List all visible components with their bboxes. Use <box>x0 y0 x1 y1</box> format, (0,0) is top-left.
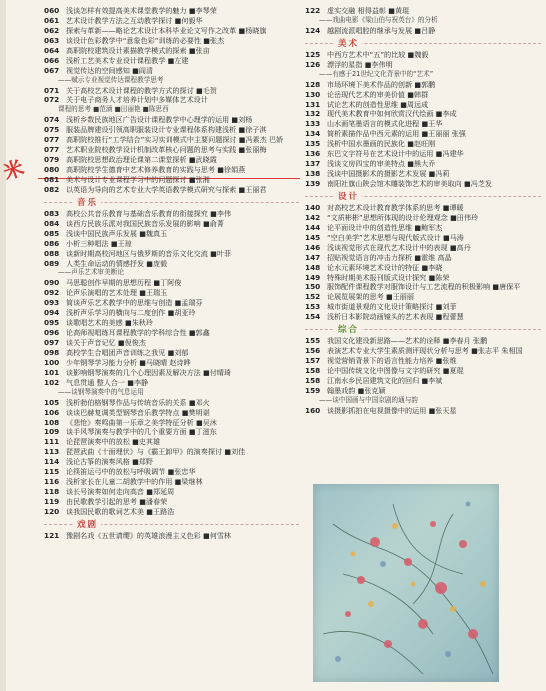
toc-subtitle <box>44 105 299 115</box>
page-number: 102 <box>44 377 60 387</box>
entry-title: 漂浮的星指 ■李伟明 <box>327 59 393 69</box>
toc-entry[interactable] <box>305 213 541 223</box>
entry-title: 高职院校学生德育中艺术修养教育的实践与思考 ■徐娟燕 <box>66 165 246 174</box>
toc-column-right <box>305 6 541 416</box>
page-number: 095 <box>44 318 60 328</box>
toc-entry[interactable] <box>305 243 541 253</box>
entry-title: 小析三种唱法 ■王琼 <box>66 238 132 248</box>
toc-entry[interactable] <box>44 66 299 76</box>
toc-entry[interactable] <box>44 298 299 308</box>
toc-entry[interactable] <box>305 26 541 36</box>
entry-title: 中西方艺术中“五”的比较 ■魏毅 <box>327 49 429 59</box>
page-number: 152 <box>305 292 321 302</box>
page-number: 139 <box>305 179 321 188</box>
entry-title: 翰墨戏韵 ■张克颖 <box>327 385 386 395</box>
page-number: 094 <box>44 308 60 318</box>
entry-title: 谈长号演奏如何走向高音 ■郑延周 <box>66 487 175 497</box>
toc-entry[interactable] <box>305 223 541 233</box>
entry-title: 东巴文字符号在艺术设计中的运用 ■冯建华 <box>327 149 464 159</box>
toc-entry[interactable] <box>44 36 299 46</box>
page-number: 154 <box>305 312 321 322</box>
toc-entry[interactable] <box>44 175 299 185</box>
entry-title: 艺术设计教学方法之互动教学探讨 ■何毅华 <box>66 15 203 25</box>
entry-title: 谈谈巴赫复调类型钢琴音乐教学特点 ■樊明谌 <box>66 407 210 417</box>
entry-title: ——谈中国画与中国京剧的通与韵 <box>319 395 418 404</box>
toc-entry[interactable] <box>44 125 299 135</box>
entry-title: 浅谈中国民族声乐发展 ■魏真玉 <box>66 228 168 238</box>
toc-entry[interactable] <box>44 16 299 26</box>
entry-title: 服饰配件课程教学对服饰设计与工艺流程的积极影响 ■唐保平 <box>327 282 521 292</box>
entry-title: 琵琶武曲《十面埋伏》与《霸王卸甲》的演奏探讨 ■刘佳 <box>66 447 246 457</box>
toc-entry[interactable] <box>44 477 299 487</box>
page-number: 153 <box>305 302 321 312</box>
toc-entry[interactable] <box>44 46 299 56</box>
entry-title: 谈我国民歌的歌词艺术美 ■王路浩 <box>66 506 175 516</box>
section-heading <box>305 189 541 203</box>
entry-title: 越剧流派唱腔的继承与发展 ■吕静 <box>327 25 436 35</box>
page-number: 120 <box>44 506 60 516</box>
toc-entry[interactable] <box>305 346 541 356</box>
page-number: 136 <box>305 149 321 159</box>
page-number: 146 <box>305 242 321 252</box>
toc-entry[interactable] <box>44 408 299 418</box>
page-number: 131 <box>305 99 321 109</box>
red-asterisk-marker: 米 <box>0 155 28 185</box>
toc-entry[interactable] <box>44 358 299 368</box>
toc-entry[interactable] <box>44 318 299 328</box>
toc-entry[interactable] <box>44 487 299 497</box>
entry-title: ——声乐艺术审美断论 <box>58 268 124 277</box>
toc-subtitle <box>44 76 299 86</box>
toc-entry[interactable] <box>44 418 299 428</box>
page-number: 101 <box>44 367 60 377</box>
entry-title: 关于高校艺术设计课程的教学方式的探讨 ■毛贺 <box>66 85 217 95</box>
entry-title: 课程的思考 ■范涵 ■田丽艳 ■陈思西 <box>58 105 169 114</box>
entry-title: 美术与设计专业课程学习中的问题探讨 ■张湘 <box>66 174 210 184</box>
toc-entry[interactable] <box>305 50 541 60</box>
toc-entry[interactable] <box>44 507 299 517</box>
entry-title: 浅谈文房四宝的审美特点 ■熊大乔 <box>327 159 436 169</box>
page-number: 064 <box>44 45 60 55</box>
toc-entry[interactable] <box>44 56 299 66</box>
page-number: 119 <box>44 497 60 506</box>
entry-title: 浅析勃伯格钢琴作品与传统音乐的关系 ■邓火 <box>66 397 210 407</box>
entry-title: 谈摄影抓拍在电视摄像中的运用 ■张天星 <box>327 405 457 415</box>
toc-entry[interactable] <box>305 169 541 179</box>
page-number: 115 <box>44 467 60 477</box>
page-number: 134 <box>305 129 321 139</box>
page-number: 158 <box>305 366 321 375</box>
entry-title: 浅谈中国摄影术的摄影艺术发展 ■冯莉 <box>327 169 450 179</box>
page-number: 160 <box>305 405 321 415</box>
section-heading <box>305 322 541 336</box>
toc-entry[interactable] <box>305 203 541 213</box>
toc-column-left <box>44 6 299 541</box>
entry-title: 关于电子商务人才培养计划中多媒体艺术设计 <box>66 95 208 105</box>
page-number: 092 <box>44 288 60 298</box>
entry-title: 论展览展架的思考 ■王丽丽 <box>327 292 414 302</box>
entry-title: 浅谈视觉形式在现代艺术设计中的表现 ■高丹 <box>327 242 471 252</box>
entry-title: 少年钢琴学习能力分析 ■马晓晴 赵诗晔 <box>66 357 191 367</box>
toc-entry[interactable] <box>305 139 541 149</box>
toc-entry[interactable] <box>305 80 541 90</box>
toc-entry[interactable] <box>44 378 299 388</box>
page-number: 125 <box>305 49 321 59</box>
toc-entry[interactable] <box>305 406 541 416</box>
toc-entry[interactable] <box>305 60 541 70</box>
entry-title: 高校公共音乐教育与基础音乐教育的衔接探究 ■李伟 <box>66 208 232 218</box>
entry-title: 浅析声乐学习的横向与二度创作 ■胡亚玲 <box>66 308 196 318</box>
entry-title: 气息贯通 整人合一 ■李静 <box>66 377 149 387</box>
toc-entry[interactable] <box>44 26 299 36</box>
toc-entry[interactable] <box>44 338 299 348</box>
page-number: 077 <box>44 135 60 145</box>
toc-entry[interactable] <box>305 376 541 386</box>
toc-entry[interactable] <box>44 219 299 229</box>
section-heading <box>44 517 299 531</box>
entry-title: 论高师视唱练耳课程教学的学科综合性 ■郭鑫 <box>66 328 210 338</box>
toc-entry[interactable] <box>44 209 299 219</box>
toc-entry[interactable] <box>305 109 541 119</box>
toc-subtitle <box>305 16 541 26</box>
entry-title: 南阳社旗山陕会馆木雕装饰艺术的审美取向 ■冯芝发 <box>327 179 493 188</box>
page-number: 113 <box>44 447 60 457</box>
entry-title: 城市街道景观的文化设计策略探讨 ■刘菲 <box>327 302 457 312</box>
entry-title: 浅析家长在儿童二胡教学中的作用 ■梁继林 <box>66 477 203 487</box>
entry-title: 《悲怆》奏鸣曲第一乐章之美学特征分析 ■吴沐 <box>66 417 217 427</box>
toc-entry[interactable] <box>305 90 541 100</box>
toc-entry[interactable] <box>305 263 541 273</box>
entry-title: 浅析工艺美术专业设计课程教学 ■左建 <box>66 55 189 65</box>
toc-entry[interactable] <box>44 6 299 16</box>
entry-title: 论水元素环境艺术设计的特征 ■李晓 <box>327 262 443 272</box>
toc-entry[interactable] <box>305 366 541 376</box>
page-number: 061 <box>44 15 60 25</box>
page-number: 084 <box>44 218 60 228</box>
page-number: 098 <box>44 347 60 357</box>
page-number: 114 <box>44 457 60 467</box>
entry-title: 马思聪创作早期的思想历程 ■丁阿俊 <box>66 278 182 288</box>
painting-image <box>313 484 499 682</box>
page-number: 144 <box>305 222 321 232</box>
page-number: 086 <box>44 238 60 248</box>
entry-title: 谈关于声音记忆 ■倪俊杰 <box>66 338 146 347</box>
page-number: 090 <box>44 278 60 288</box>
page-number: 077 <box>44 145 60 155</box>
page-number: 066 <box>44 55 60 65</box>
toc-entry[interactable] <box>305 179 541 189</box>
entry-title: 视觉传达的空间感知 ■阎清 <box>66 65 153 75</box>
toc-entry[interactable] <box>305 356 541 366</box>
page-edge <box>0 0 6 691</box>
toc-subtitle <box>44 268 299 278</box>
toc-entry[interactable] <box>305 119 541 129</box>
entry-title: 浅析日本影院动画镜头的艺术表现 ■程蕾慧 <box>327 312 464 322</box>
section-label: 设计 <box>335 190 362 202</box>
page-number: 116 <box>44 477 60 487</box>
page-number: 060 <box>44 6 60 15</box>
entry-title: 谈设计色彩教学中“意象色彩”训练的必要性 ■张杰 <box>66 35 225 45</box>
section-label: 音乐 <box>74 196 101 208</box>
toc-entry[interactable] <box>44 249 299 259</box>
page-number: 157 <box>305 356 321 366</box>
entry-title: 高职院校推行“工学结合”实习实训模式中主要问题探讨 ■冯素杰 巴娇 <box>66 135 284 145</box>
toc-entry[interactable] <box>44 239 299 249</box>
entry-title: 市场环境下美术作品的创新 ■郭鹏 <box>327 79 436 89</box>
entry-title: 论平面设计中的创造性思维 ■鲍军杰 <box>327 222 443 232</box>
entry-title: ——赋示专业视觉传达课程教学思考 <box>58 75 164 84</box>
entry-title: 服装品牌建设引领高职服装设计专业课程体系构建浅析 ■徐子淇 <box>66 125 267 135</box>
toc-entry[interactable] <box>44 115 299 125</box>
entry-title: 谈手风琴演奏与教学中的几个重要方面 ■丁滋东 <box>66 427 217 437</box>
toc-entry[interactable] <box>44 95 299 105</box>
toc-entry[interactable] <box>305 6 541 16</box>
toc-entry[interactable] <box>305 233 541 243</box>
toc-subtitle <box>44 388 299 398</box>
toc-entry[interactable] <box>44 86 299 96</box>
toc-entry[interactable] <box>44 467 299 477</box>
page-number: 063 <box>44 35 60 45</box>
entry-title: 高校学生合唱团声音训练之我见 ■刘郁 <box>66 347 189 357</box>
entry-title: ——戏曲电影《梁山伯与祝英台》的分析 <box>319 15 438 24</box>
page-number: 071 <box>44 85 60 95</box>
toc-entry[interactable] <box>305 253 541 263</box>
page-number: 097 <box>44 338 60 347</box>
entry-title: 招贴视觉语言的冲击力探析 ■霍维 高晶 <box>327 252 452 262</box>
page-number: 082 <box>44 184 60 194</box>
page-number: 135 <box>305 139 321 149</box>
toc-entry[interactable] <box>44 457 299 467</box>
entry-title: 浅析乡数民族地区广告设计课程教学中心理学的运用 ■刘杨 <box>66 115 253 125</box>
entry-title: 浅谈怎样有效提高美术课堂教学的魅力 ■李琴荣 <box>66 6 217 15</box>
entry-title: 谈新时期高校河地区与俄罗斯的音乐文化交流 ■叶菲 <box>66 248 232 258</box>
entry-title: 谈歌唱艺术的美感 ■朱秋玲 <box>66 318 153 328</box>
entry-title: 以英语为导向的艺术专业大学英语教学模式研究与探索 ■王丽君 <box>66 184 267 194</box>
toc-entry[interactable] <box>44 531 299 541</box>
toc-subtitle <box>305 396 541 406</box>
page-number: 067 <box>44 65 60 75</box>
entry-title: 表演艺术专业大学生素质测评现状分析与思考 ■张志平 朱相国 <box>327 346 523 356</box>
entry-title: 简谈声乐艺术教学中的思维与创造 ■孟瑞芬 <box>66 298 203 308</box>
toc-entry[interactable] <box>305 100 541 110</box>
page-number: 145 <box>305 232 321 242</box>
page-number: 111 <box>44 437 60 447</box>
entry-title: 试论艺术的创造性思维 ■周远成 <box>327 99 429 109</box>
entry-title: 论岳现代艺术的审美价值 ■韩群 <box>327 89 429 99</box>
page-number: 132 <box>305 109 321 119</box>
section-label: 综合 <box>335 323 362 335</box>
toc-entry[interactable] <box>44 398 299 408</box>
toc-entry[interactable] <box>44 348 299 358</box>
page-number: 088 <box>44 248 60 258</box>
entry-title: 由民歌教学引起的思考 ■潘春荣 <box>66 497 168 506</box>
toc-entry[interactable] <box>305 386 541 396</box>
entry-title: ——有感于21世纪文化背景中的“艺术” <box>319 69 434 78</box>
entry-title: 论筷笛运弓中的放松与呼吸调节 ■张忠华 <box>66 467 196 477</box>
toc-entry[interactable] <box>44 328 299 338</box>
page-number: 118 <box>44 487 60 497</box>
page-number: 081 <box>44 174 60 184</box>
toc-entry[interactable] <box>305 149 541 159</box>
page-number: 150 <box>305 282 321 292</box>
page-number: 156 <box>305 346 321 356</box>
entry-title: 对高校艺术设计教育教学体系的思考 ■谭暖 <box>327 202 464 212</box>
entry-title: 视觉营销背景下的语言性能力培养 ■张维 <box>327 356 457 366</box>
page-number: 080 <box>44 165 60 174</box>
entry-title: “空白美学”艺术思想与现代版式设计 ■马涛 <box>327 232 464 242</box>
page-number: 126 <box>305 59 321 69</box>
page-number: 140 <box>305 202 321 212</box>
page-number: 142 <box>305 212 321 222</box>
toc-entry[interactable] <box>44 368 299 378</box>
entry-title: 论声乐演唱的艺术处理 ■王瑞玉 <box>66 288 168 298</box>
toc-entry[interactable] <box>305 159 541 169</box>
entry-title: 高职院校建筑设计素描教学模式的探索 ■张亩 <box>66 45 210 55</box>
page-number: 079 <box>44 155 60 165</box>
toc-entry[interactable] <box>44 278 299 288</box>
entry-title: 艺术职业院校教学设计机制改革核心问题的思考与实践 ■张丽梅 <box>66 145 267 155</box>
page-number: 062 <box>44 25 60 35</box>
toc-entry[interactable] <box>44 165 299 175</box>
entry-title: 豫剧名戏《五世请缨》的英雄浪漫主义色彩 ■何雪林 <box>66 530 232 540</box>
entry-title: ——谈钢琴演奏中的气息运用 <box>58 387 144 396</box>
entry-title: 虚实交融 相得益彰 ■黄琨 <box>327 6 410 15</box>
entry-title: 浅论古筝的演奏风格 ■郑野 <box>66 457 153 467</box>
page-number: 122 <box>305 6 321 15</box>
toc-entry[interactable] <box>305 273 541 283</box>
page-number: 147 <box>305 252 321 262</box>
toc-entry[interactable] <box>305 336 541 346</box>
entry-title: 我国文化建设新思路——艺术的诠释 ■李春月 张鹏 <box>327 336 488 346</box>
page-number: 075 <box>44 125 60 135</box>
page-number: 089 <box>44 258 60 268</box>
page-number: 155 <box>305 336 321 346</box>
entry-title: 谈影响钢琴演奏的几个心理因素及解决方法 ■付晴琦 <box>66 367 232 377</box>
section-heading <box>305 36 541 50</box>
page-number: 124 <box>305 25 321 35</box>
page-number: 133 <box>305 119 321 129</box>
toc-entry[interactable] <box>44 155 299 165</box>
decorative-painting <box>313 484 499 682</box>
toc-entry[interactable] <box>44 135 299 145</box>
page-number: 083 <box>44 208 60 218</box>
entry-title: 探索与革新——略论艺术设计本科毕业论文写作之改革 ■杨晓旗 <box>66 25 267 35</box>
entry-title: 江南水乡民居建筑文化的回归 ■李斌 <box>327 375 443 385</box>
toc-entry[interactable] <box>305 129 541 139</box>
page-number: 159 <box>305 385 321 395</box>
toc-entry[interactable] <box>44 497 299 507</box>
entry-title: “文质彬彬”思想所体现的设计伦理观念 ■田伟玲 <box>327 212 479 222</box>
toc-entry[interactable] <box>44 447 299 457</box>
page-number: 121 <box>44 530 60 540</box>
page-number: 128 <box>305 79 321 89</box>
page-number: 130 <box>305 89 321 99</box>
page-number: 148 <box>305 262 321 272</box>
entry-title: 人类生命运动的情感抒发 ■庞毅 <box>66 258 168 268</box>
entry-title: 论中国传统文化中图像与文字的研究 ■夏琨 <box>327 366 464 375</box>
toc-subtitle <box>305 70 541 80</box>
section-label: 戏剧 <box>74 518 101 530</box>
toc-entry[interactable] <box>44 308 299 318</box>
page-number: 093 <box>44 298 60 308</box>
entry-title: 简析素描作品中西元素的运用 ■王丽丽 张强 <box>327 129 466 139</box>
toc-entry[interactable] <box>44 427 299 437</box>
page-number: 158 <box>305 375 321 385</box>
page-number: 108 <box>44 417 60 427</box>
page-number: 100 <box>44 357 60 367</box>
toc-entry[interactable] <box>305 302 541 312</box>
page-number: 096 <box>44 328 60 338</box>
page-number: 106 <box>44 407 60 417</box>
page-number: 074 <box>44 115 60 125</box>
page-number: 149 <box>305 272 321 282</box>
entry-title: 特殊时期美术报刊版式设计探究 ■陈荣 <box>327 272 450 282</box>
section-label: 美术 <box>335 37 362 49</box>
toc-entry[interactable] <box>305 282 541 292</box>
page-number: 105 <box>44 397 60 407</box>
toc-entry[interactable] <box>44 437 299 447</box>
page-number: 109 <box>44 427 60 437</box>
entry-title: 论琵琶演奏中的放松 ■史其雄 <box>66 437 161 447</box>
toc-entry[interactable] <box>44 229 299 239</box>
page-number: 138 <box>305 169 321 179</box>
entry-title: 现代美术教育中如何欣赏汉代绘画 ■李成 <box>327 109 457 119</box>
toc-entry[interactable] <box>305 312 541 322</box>
toc-entry[interactable] <box>44 288 299 298</box>
toc-entry[interactable] <box>44 259 299 269</box>
entry-title: 谈西方民族乐派对我国民族音乐发展的影响 ■俞菁 <box>66 218 224 228</box>
toc-entry[interactable] <box>44 145 299 155</box>
entry-title: 高职院校思想政治理论课第二课堂探析 ■武晓霞 <box>66 155 217 165</box>
entry-title: 山水画笔墨语言的模式化进程 ■王华 <box>327 119 443 129</box>
toc-entry[interactable] <box>44 185 299 195</box>
page-number: 072 <box>44 95 60 105</box>
toc-entry[interactable] <box>305 292 541 302</box>
page-number: 085 <box>44 228 60 238</box>
section-heading <box>44 195 299 209</box>
page-number: 137 <box>305 159 321 169</box>
entry-title: 浅析中国水墨画的民族化 ■赵旺刚 <box>327 139 436 149</box>
